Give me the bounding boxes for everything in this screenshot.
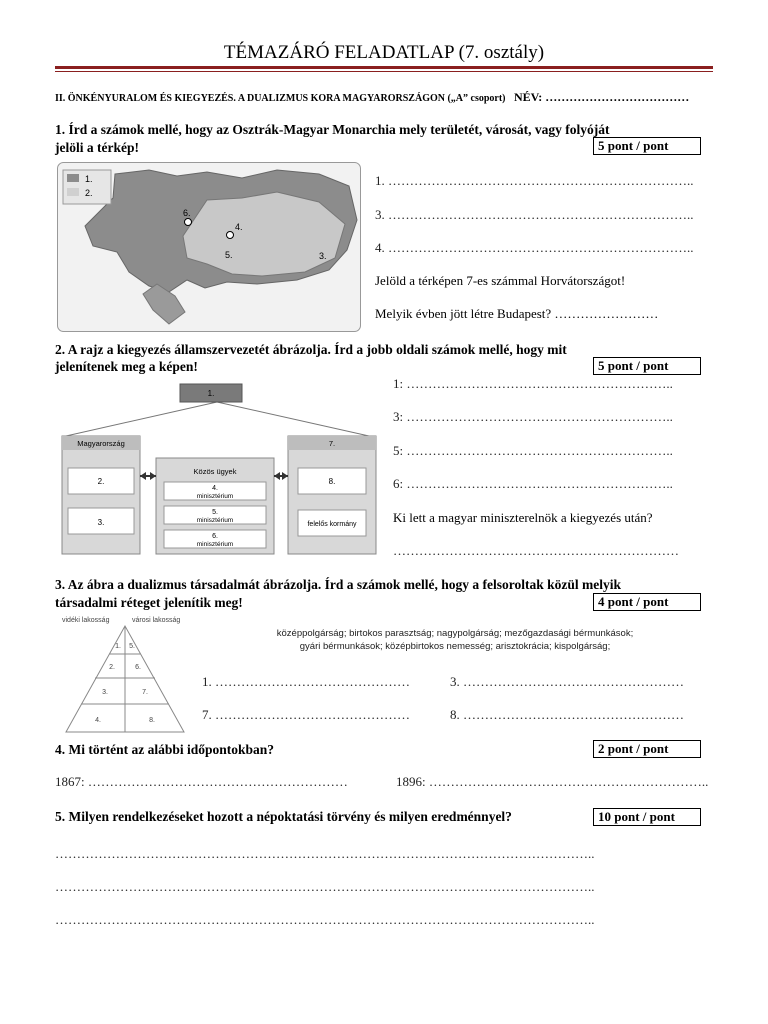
diagram-center-num-5: 5.: [212, 509, 218, 516]
q3-text-line2: társadalmi réteget jelenítik meg!: [55, 595, 243, 610]
q1-map: [57, 162, 361, 332]
q4-text: 4. Mi történt az alábbi időpontokban?: [55, 742, 275, 757]
q2-points-box[interactable]: 5 pont / pont: [593, 357, 701, 375]
name-field[interactable]: NÉV: ………………………………: [514, 90, 690, 104]
page-title: TÉMAZÁRÓ FELADATLAP (7. osztály): [223, 42, 545, 63]
q2-text-line1: 2. A rajz a kiegyezés államszervezetét ábrázolja. Írd a jobb oldali számok mellé, hogy mit: [55, 342, 567, 357]
q1-instruction-croatia: Jelöld a térképen 7-es számmal Horvátországot!: [375, 273, 626, 288]
q2-diagram: [60, 380, 380, 558]
q1-answer-4[interactable]: 4. ……………………………………………………………..: [375, 240, 694, 255]
pyramid-num-1: 1.: [115, 643, 121, 650]
q3-answer-3[interactable]: 3. ……………………………………………: [450, 674, 684, 689]
diagram-left-box-1: 2.: [97, 477, 105, 486]
q3-answer-8[interactable]: 8. ……………………………………………: [450, 707, 684, 722]
q3-answer-1[interactable]: 1. ………………………………………: [202, 674, 410, 689]
map-legend-2: 2.: [85, 188, 93, 198]
q4-answer-1867[interactable]: 1867: ……………………………………………………: [55, 774, 348, 789]
q1-text-line2: jelöli a térkép!: [55, 140, 139, 155]
q5-text: 5. Milyen rendelkezéseket hozott a népoktatási törvény és milyen eredménnyel?: [55, 809, 512, 824]
map-label-4: 4.: [235, 222, 243, 232]
pyramid-num-6: 6.: [135, 664, 141, 671]
q5-points-box[interactable]: 10 pont / pont: [593, 808, 701, 826]
q3-text-line1: 3. Az ábra a dualizmus társadalmát ábrázolja. Írd a számok mellé, hogy a felsoroltak közül melyik: [55, 577, 621, 592]
q2-text-line2: jelenítenek meg a képen!: [55, 359, 198, 374]
diagram-center-num-4: 4.: [212, 485, 218, 492]
map-label-5: 5.: [225, 250, 233, 260]
q3-options-line1: középpolgárság; birtokos parasztság; nagypolgárság; mezőgazdasági bérmunkások;: [276, 628, 634, 639]
map-label-3: 3.: [319, 251, 327, 261]
q2-pm-answer[interactable]: …………………………………………………………: [393, 543, 679, 558]
q2-answer-3[interactable]: 3: ……………………………………………………..: [393, 409, 673, 424]
diagram-top-label: 1.: [207, 389, 215, 398]
q3-pyramid: [60, 614, 190, 736]
diagram-left-box-2: 3.: [97, 518, 105, 527]
q2-answer-1[interactable]: 1: ……………………………………………………..: [393, 376, 673, 391]
title-rule-thin: [55, 71, 713, 72]
diagram-right-box-1: 8.: [328, 477, 336, 486]
pyramid-num-3: 3.: [102, 689, 108, 696]
pyramid-left-label: vidéki lakosság: [62, 617, 110, 624]
diagram-center-header: Közös ügyek: [193, 467, 237, 476]
pyramid-num-2: 2.: [109, 664, 115, 671]
diagram-right-box-2: felelős kormány: [307, 521, 357, 528]
pyramid-num-4: 4.: [95, 717, 101, 724]
q1-answer-1[interactable]: 1. ……………………………………………………………..: [375, 173, 694, 188]
diagram-right-header: 7.: [328, 439, 336, 448]
q1-text-line1: 1. Írd a számok mellé, hogy az Osztrák-Magyar Monarchia mely területét, városát, vagy folyóját: [55, 122, 610, 137]
map-label-6: 6.: [183, 208, 191, 218]
q5-answer-line[interactable]: ……………………………………………………………………………………………………………..: [55, 846, 595, 861]
q4-points-box[interactable]: 2 pont / pont: [593, 740, 701, 758]
map-legend-1: 1.: [85, 174, 93, 184]
q3-points-box[interactable]: 4 pont / pont: [593, 593, 701, 611]
pyramid-num-7: 7.: [142, 689, 148, 696]
diagram-center-num-6: 6.: [212, 533, 218, 540]
diagram-center-label-5: minisztérium: [196, 517, 234, 524]
q2-answer-5[interactable]: 5: ……………………………………………………..: [393, 443, 673, 458]
q1-budapest-question[interactable]: Melyik évben jött létre Budapest? ……………………: [375, 306, 659, 321]
q1-answer-3[interactable]: 3. ……………………………………………………………..: [375, 207, 694, 222]
subtitle-text: II. ÖNKÉNYURALOM ÉS KIEGYEZÉS. A DUALIZMUS KORA MAGYARORSZÁGON („A” csoport): [55, 93, 506, 104]
title-rule: [55, 66, 713, 69]
q1-points-box[interactable]: 5 pont / pont: [593, 137, 701, 155]
q5-answer-line[interactable]: ……………………………………………………………………………………………………………..: [55, 879, 595, 894]
pyramid-num-8: 8.: [149, 717, 155, 724]
q2-answer-6[interactable]: 6: ……………………………………………………..: [393, 476, 673, 491]
section-subtitle: [55, 90, 689, 105]
q3-options-line2: gyári bérmunkások; középbirtokos nemesség; arisztokrácia; kispolgárság;: [299, 641, 611, 652]
diagram-left-header: Magyarország: [77, 439, 125, 448]
q3-answer-7[interactable]: 7. ………………………………………: [202, 707, 410, 722]
diagram-center-label-6: minisztérium: [196, 541, 234, 548]
pyramid-right-label: városi lakosság: [132, 617, 181, 624]
q4-answer-1896[interactable]: 1896: ………………………………………………………..: [396, 774, 709, 789]
q2-pm-question: Ki lett a magyar miniszterelnök a kiegyezés után?: [393, 510, 653, 525]
pyramid-num-5: 5.: [129, 643, 135, 650]
q5-answer-line[interactable]: ……………………………………………………………………………………………………………..: [55, 912, 595, 927]
diagram-center-label-4: minisztérium: [196, 493, 234, 500]
